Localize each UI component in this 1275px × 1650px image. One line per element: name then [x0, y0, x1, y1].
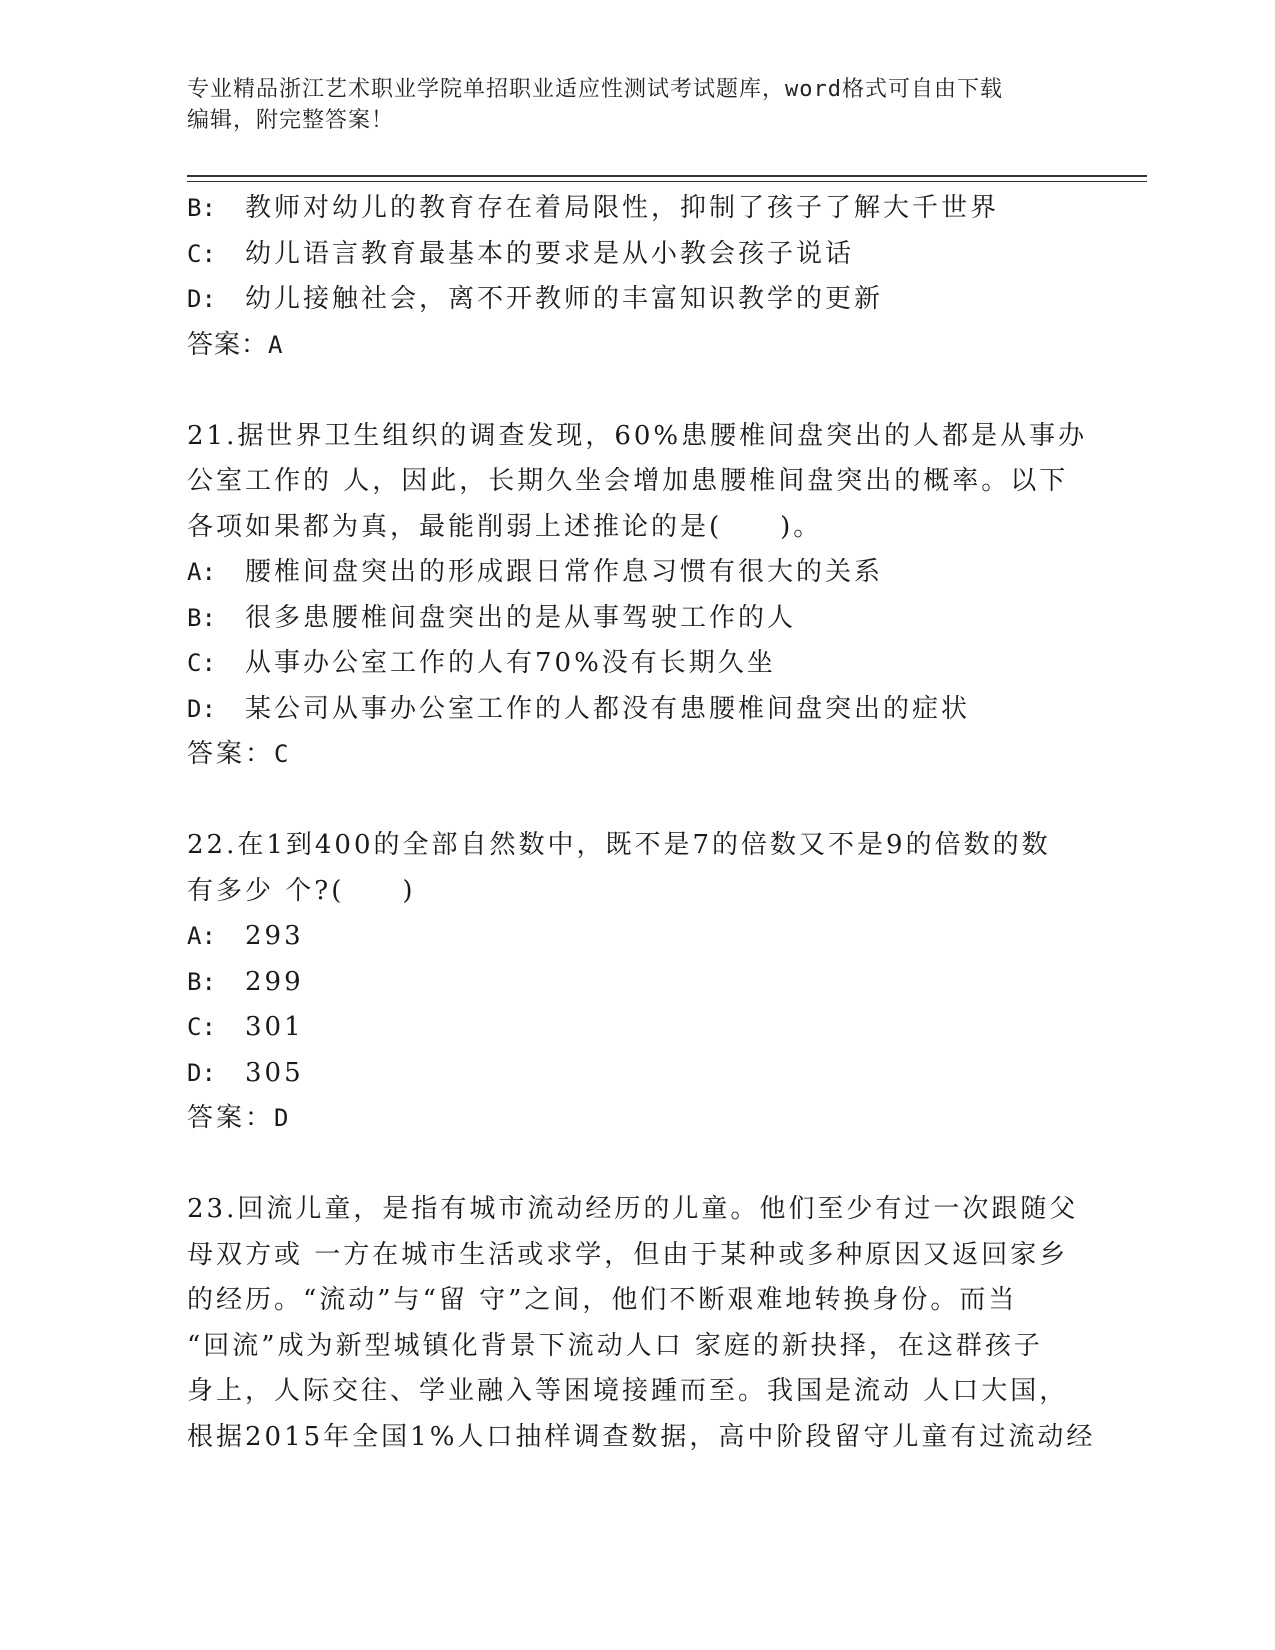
question-22	[187, 823, 1087, 1142]
question-text-line: 身上，人际交往、学业融入等困境接踵而至。我国是流动 人口大国，	[187, 1376, 1069, 1406]
option-d	[187, 277, 1087, 323]
prev-question-options	[187, 186, 1087, 368]
option-b	[187, 186, 1087, 232]
option-a	[187, 550, 1087, 596]
question-text-line: 22.在1到400的全部自然数中，既不是7的倍数又不是9的倍数的数	[187, 830, 1051, 860]
option-text: 从事办公室工作的人有70%没有长期久坐	[245, 648, 776, 678]
question-text-line: 的经历。“流动”与“留 守”之间，他们不断艰难地转换身份。而当	[187, 1285, 1018, 1315]
answer-line	[187, 732, 1087, 778]
option-text: 幼儿接触社会，离不开教师的丰富知识教学的更新	[245, 284, 884, 314]
answer-label: 答案：	[187, 329, 269, 360]
option-a	[187, 914, 1087, 960]
option-text: 299	[245, 966, 304, 997]
question-text-line: “回流”成为新型城镇化背景下流动人口 家庭的新抉择，在这群孩子	[187, 1330, 1043, 1361]
option-key: A:	[187, 922, 216, 950]
question-text-line: 各项如果都为真，最能削弱上述推论的是( )。	[187, 511, 823, 542]
option-key: D:	[187, 694, 216, 723]
option-text: 教师对幼儿的教育存在着局限性，抑制了孩子了解大千世界	[245, 193, 1000, 223]
question-text-line: 母双方或 一方在城市生活或求学，但由于某种或多种原因又返回家乡	[187, 1239, 1069, 1270]
header-divider-thin	[187, 181, 1147, 182]
question-23	[187, 1187, 1096, 1460]
answer-value: D	[274, 1104, 292, 1132]
option-text: 293	[245, 921, 304, 951]
header-line-2: 编辑，附完整答案！	[187, 108, 395, 133]
answer-value: A	[268, 330, 284, 359]
question-21	[187, 414, 1087, 778]
question-text-line: 根据2015年全国1%人口抽样调查数据，高中阶段留守儿童有过流动经	[187, 1421, 1096, 1452]
option-key: C:	[187, 1013, 216, 1041]
answer-label: 答案：	[187, 1103, 275, 1133]
option-b	[187, 596, 1087, 642]
option-text: 腰椎间盘突出的形成跟日常作息习惯有很大的关系	[245, 557, 884, 587]
answer-line	[187, 323, 1087, 369]
option-c	[187, 641, 1087, 687]
document-body	[187, 186, 1096, 1460]
option-key: B:	[187, 194, 216, 222]
option-text: 305	[245, 1057, 304, 1088]
option-key: C:	[187, 239, 216, 268]
option-d	[187, 1051, 1087, 1097]
page-header	[187, 74, 1087, 136]
option-text: 301	[245, 1012, 304, 1042]
answer-label: 答案：	[187, 739, 275, 769]
option-key: B:	[187, 967, 216, 996]
header-line-1: 专业精品浙江艺术职业学院单招职业适应性测试考试题库，word格式可自由下载	[187, 77, 1003, 102]
option-c	[187, 1005, 1087, 1051]
option-text: 某公司从事办公室工作的人都没有患腰椎间盘突出的症状	[245, 693, 971, 724]
option-text: 很多患腰椎间盘突出的是从事驾驶工作的人	[245, 602, 797, 633]
option-key: D:	[187, 1058, 216, 1087]
option-key: C:	[187, 649, 216, 677]
question-text-line: 公室工作的 人，因此，长期久坐会增加患腰椎间盘突出的概率。以下	[187, 466, 1069, 496]
question-text-line: 有多少 个?( )	[187, 875, 416, 906]
option-key: D:	[187, 285, 216, 313]
option-b	[187, 960, 1087, 1006]
spacer	[187, 1142, 1087, 1188]
option-c	[187, 232, 1087, 278]
question-text-line: 21.据世界卫生组织的调查发现，60%患腰椎间盘突出的人都是从事办	[187, 420, 1088, 451]
header-divider-thick	[187, 175, 1147, 177]
spacer	[187, 368, 1087, 414]
answer-line	[187, 1096, 1087, 1142]
option-key: B:	[187, 603, 216, 632]
question-text-line: 23.回流儿童，是指有城市流动经历的儿童。他们至少有过一次跟随父	[187, 1194, 1079, 1224]
option-d	[187, 687, 1087, 733]
option-key: A:	[187, 558, 216, 586]
answer-value: C	[274, 740, 292, 768]
spacer	[187, 778, 1087, 824]
option-text: 幼儿语言教育最基本的要求是从小教会孩子说话	[245, 238, 855, 269]
